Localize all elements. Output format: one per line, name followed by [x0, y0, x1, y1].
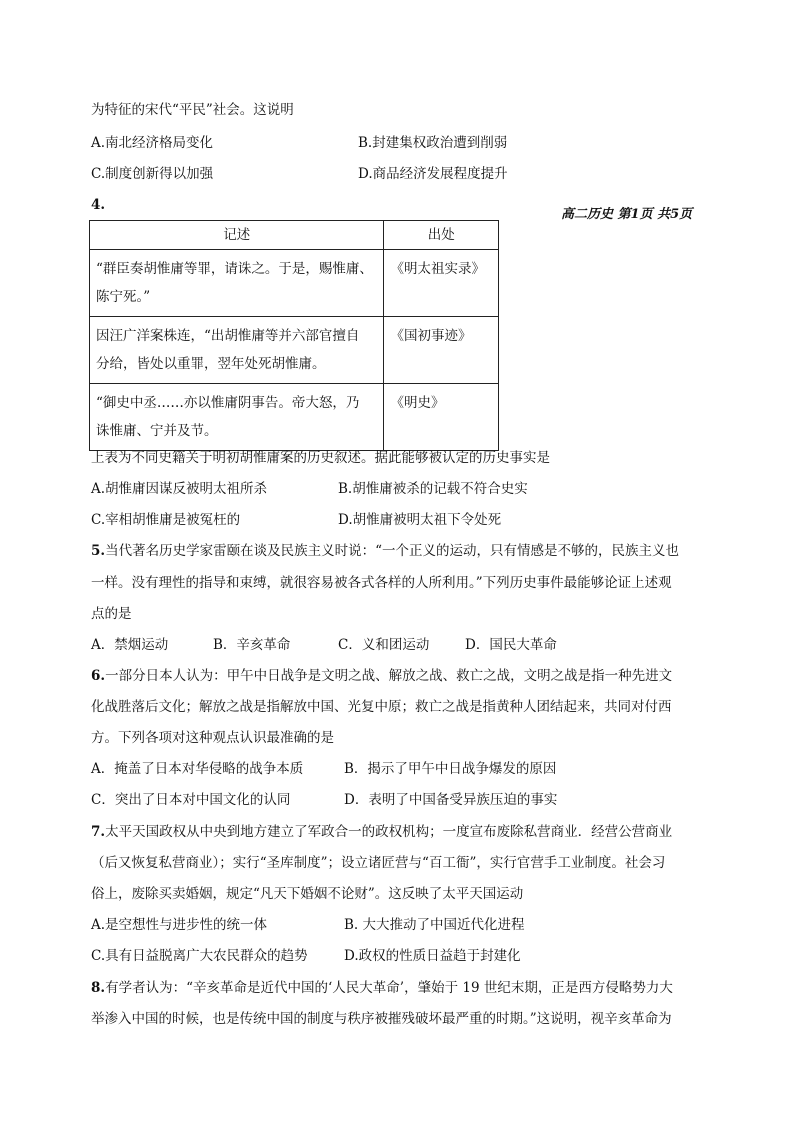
record-line: 因汪广洋案株连，“出胡惟庸等并六部官擅自 [96, 328, 360, 344]
q4-stem: 上表为不同史籍关于明初胡惟庸案的历史叙述。据此能够被认定的历史事实是 [91, 450, 550, 466]
q3-option-c: C.制度创新得以加强 [91, 166, 214, 182]
q5-stem-line-3: 点的是 [91, 606, 132, 622]
q5-number: 5. [91, 543, 106, 559]
q7-number: 7. [91, 824, 106, 840]
q6-option-c: C．突出了日本对中国文化的认同 [91, 792, 291, 808]
q6-number: 6. [91, 668, 106, 684]
table-row [90, 250, 499, 317]
q3-option-d: D.商品经济发展程度提升 [358, 166, 508, 182]
q3-option-b: B.封建集权政治遭到削弱 [358, 135, 508, 151]
q7-stem-line-2: （后又恢复私营商业）；实行“圣库制度”；设立诸匠营与“百工衙”，实行官营手工业制度。社会习 [91, 855, 666, 871]
table-cell-record [90, 250, 384, 317]
table-header-source: 出处 [384, 221, 499, 250]
q6-stem-line-2: 化战胜落后文化；解放之战是指解放中国、光复中原；救亡之战是指黄种人团结起来，共同对付西 [91, 699, 672, 715]
q7-stem-line-3: 俗上，废除买卖婚姻，规定“凡天下婚姻不论财”。这反映了太平天国运动 [91, 886, 524, 902]
q3-option-a: A.南北经济格局变化 [91, 135, 214, 151]
table-header-row [90, 221, 499, 250]
q5-option-a: A．禁烟运动 [91, 637, 169, 653]
q6-stem-line-3: 方。下列各项对这种观点认识最准确的是 [91, 730, 334, 746]
q8-stem-line-2: 举渗入中国的时候，也是传统中国的制度与秩序被摧残破坏最严重的时期。”这说明，视辛亥革命为 [91, 1011, 672, 1027]
q5-option-b: B．辛亥革命 [213, 637, 291, 653]
record-line: “御史中丞……亦以惟庸阴事告。帝大怒，乃 [96, 395, 360, 411]
q4-option-c: C.宰相胡惟庸是被冤枉的 [91, 512, 241, 528]
q6-text: 一部分日本人认为：甲午中日战争是文明之战、解放之战、救亡之战，文明之战是指一种先进文 [105, 668, 673, 684]
q5-stem-line-2: 一样。没有理性的指导和束缚，就很容易被各式各样的人所利用。”下列历史事件最能够论证上述观 [91, 575, 672, 591]
record-line: 陈宁死。” [96, 289, 151, 305]
q4-option-b: B.胡惟庸被杀的记载不符合史实 [338, 481, 528, 497]
q8-stem-line-1 [91, 979, 673, 997]
q7-option-d: D.政权的性质日益趋于封建化 [344, 948, 521, 964]
q7-stem-line-1 [91, 823, 672, 841]
table-cell-record [90, 317, 384, 384]
record-line: 分给，皆处以重罪，翌年处死胡惟庸。 [96, 356, 326, 372]
page-footer: 高二历史 第1页 共5页 [561, 207, 693, 222]
table-cell-source: 《明太祖实录》 [384, 250, 499, 317]
q6-option-d: D．表明了中国备受异族压迫的事实 [344, 792, 558, 808]
q5-option-c: C．义和团运动 [338, 637, 430, 653]
q6-stem-line-1 [91, 667, 672, 685]
q5-stem-line-1 [91, 542, 679, 560]
table-cell-source: 《明史》 [384, 384, 499, 451]
table-header-record: 记述 [90, 221, 384, 250]
q4-records-table [89, 220, 499, 451]
q7-text: 太平天国政权从中央到地方建立了军政合一的政权机构；一度宣布废除私营商业．经营公营商业 [105, 824, 673, 840]
table-row [90, 317, 499, 384]
table-row [90, 384, 499, 451]
q6-option-a: A．掩盖了日本对华侵略的战争本质 [91, 761, 304, 777]
q4-option-a: A.胡惟庸因谋反被明太祖所杀 [91, 481, 268, 497]
q7-option-b: B. 大大推动了中国近代化进程 [344, 917, 525, 933]
q7-option-c: C.具有日益脱离广大农民群众的趋势 [91, 948, 308, 964]
q6-option-b: B．揭示了甲午中日战争爆发的原因 [344, 761, 557, 777]
q5-text: 当代著名历史学家雷颐在谈及民族主义时说：“一个正义的运动，只有情感是不够的，民族主义也 [105, 543, 679, 559]
record-line: “群臣奏胡惟庸等罪，请诛之。于是，赐惟庸、 [96, 261, 373, 277]
table-cell-source: 《国初事迹》 [384, 317, 499, 384]
q3-stem-tail: 为特征的宋代“平民”社会。这说明 [91, 102, 294, 118]
q7-option-a: A.是空想性与进步性的统一体 [91, 917, 268, 933]
q4-option-d: D.胡惟庸被明太祖下令处死 [338, 512, 502, 528]
q4-number: 4. [91, 197, 106, 213]
q5-option-d: D．国民大革命 [465, 637, 557, 653]
record-line: 诛惟庸、宁并及节。 [96, 423, 218, 439]
q8-number: 8. [91, 980, 106, 996]
table-cell-record [90, 384, 384, 451]
q8-text: 有学者认为：“辛亥革命是近代中国的‘人民大革命’，肇始于 19 世纪末期，正是西方侵略势力大 [105, 980, 673, 996]
